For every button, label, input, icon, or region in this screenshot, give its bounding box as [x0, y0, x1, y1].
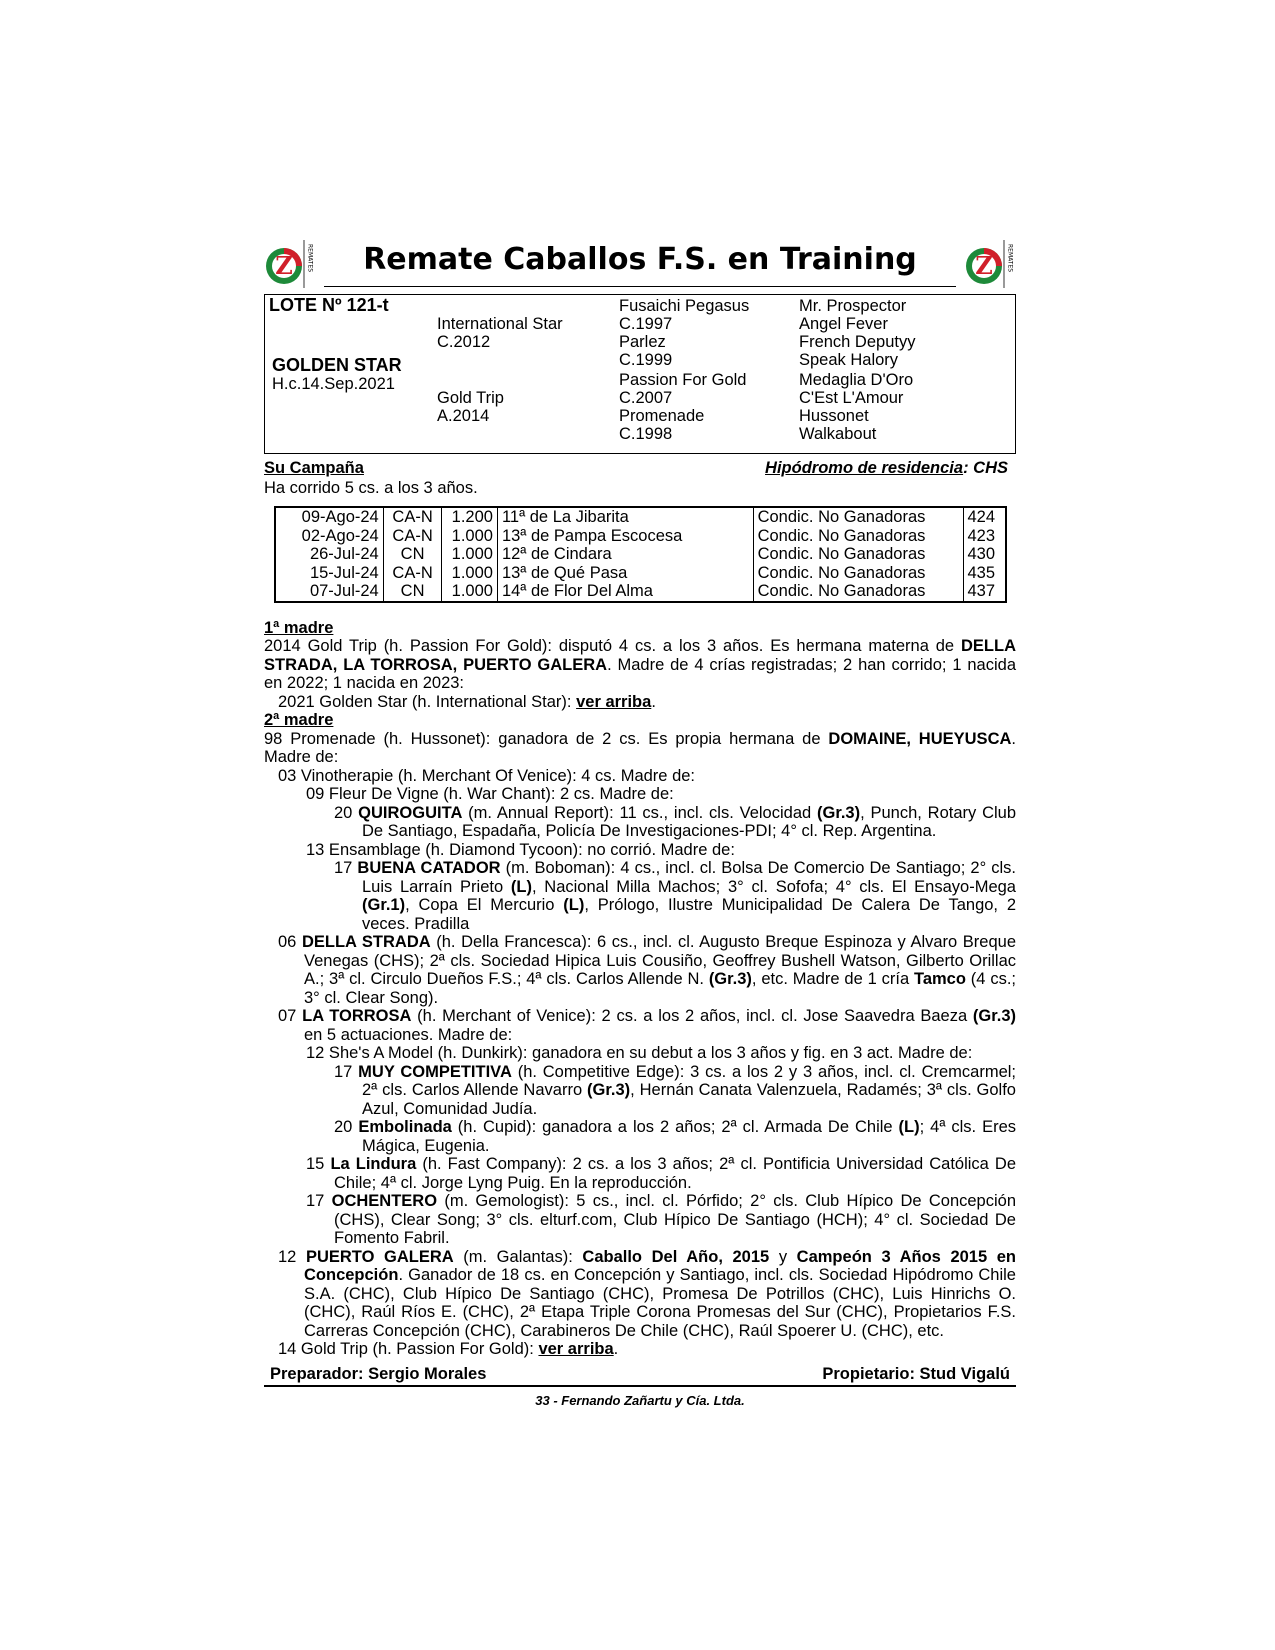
zanartu-logo-right — [964, 240, 1016, 288]
gen3-entry: C.1998 — [619, 425, 673, 443]
page-header — [264, 240, 1016, 288]
produce-la-torrosa: 07 LA TORROSA (h. Merchant of Venice): 2 cs. a los 2 años, incl. cl. Jose Saavedra Baeza (Gr.3) en 5 actuaciones. Madre de: — [278, 1007, 1017, 1044]
race-record-table — [274, 506, 1007, 603]
race-result: 13ª de Pampa Escocesa — [497, 527, 753, 546]
svg-text:REMATES: REMATES — [1006, 244, 1014, 273]
race-cond: Condic. No Ganadoras — [753, 507, 963, 527]
owner: Propietario: Stud Vigalú — [822, 1364, 1010, 1383]
race-row — [275, 582, 1006, 602]
produce-muy-competitiva: 17 MUY COMPETITIVA (h. Competitive Edge): 3 cs. a los 2 y 3 años, incl. cl. Cremcarmel; 2ª cls. Carlos Allende Navarro (Gr.3), Hernán Canata Valenzuela, Radamés; 3ª cls. Golfo Azul, Comunidad Judía. — [334, 1062, 1017, 1118]
race-track: CN — [383, 545, 442, 564]
horse-name: GOLDEN STAR — [272, 355, 402, 375]
gen4-entry: French Deputyy — [799, 333, 916, 351]
second-dam-heading: 2ª madre — [264, 711, 334, 729]
race-date: 15-Jul-24 — [275, 564, 383, 583]
produce-ensamblage: 13 Ensamblage (h. Diamond Tycoon): no corrió. Madre de: — [306, 840, 735, 859]
campaign-header — [264, 459, 1016, 479]
gen3-entry: C.1999 — [619, 351, 673, 369]
race-dist: 1.200 — [442, 507, 497, 527]
svg-text:Z: Z — [275, 251, 293, 280]
gen4-entry: Hussonet — [799, 407, 869, 425]
gen4-entry: Speak Halory — [799, 351, 899, 369]
sire-year: C.2012 — [437, 333, 491, 351]
race-result: 13ª de Qué Pasa — [497, 564, 753, 583]
svg-text:REMATES: REMATES — [306, 244, 314, 273]
race-dist: 1.000 — [442, 564, 497, 583]
second-dam-text: 98 Promenade (h. Hussonet): ganadora de 2 cs. Es propia hermana de DOMAINE, HUEYUSCA. Madre de: — [264, 729, 1016, 766]
race-date: 07-Jul-24 — [275, 582, 383, 602]
gen4-entry: C'Est L'Amour — [799, 389, 904, 407]
gen4-entry: Mr. Prospector — [799, 297, 907, 315]
produce-puerto-galera: 12 PUERTO GALERA (m. Galantas): Caballo Del Año, 2015 y Campeón 3 Años 2015 en Concepción. Ganador de 18 cs. en Concepción y Santiago, incl. cls. Sociedad Hipódromo Chile S.A. (CHC), Club Hípico De Santiago (CHC), Promesa De Potrillos (CHC), Luis Hinrichs O. (CHC), Raúl Ríos E. (CHC), 2ª Etapa Triple Corona Promesas del Sur (CHC), Propietarios F.S. Carreras Concepción (CHC), Carabineros De Chile (CHC), Raúl Spoerer U. (CHC), etc. — [278, 1247, 1017, 1340]
first-dam-produce: 2021 Golden Star (h. International Star): ver arriba. — [278, 692, 656, 711]
gen3-entry: Fusaichi Pegasus — [619, 297, 750, 315]
dam-year: A.2014 — [437, 407, 490, 425]
zanartu-logo-left — [264, 240, 316, 288]
first-dam-heading: 1ª madre — [264, 618, 334, 637]
race-date: 09-Ago-24 — [275, 507, 383, 527]
residence-track: Hipódromo de residencia: CHS — [765, 459, 1008, 477]
race-cond: Condic. No Ganadoras — [753, 545, 963, 564]
campaign-heading: Su Campaña — [264, 459, 364, 477]
produce-buena-catador: 17 BUENA CATADOR (m. Boboman): 4 cs., incl. cl. Bolsa De Comercio De Santiago; 2° cls. Luis Larraín Prieto (L), Nacional Milla Machos; 3° cl. Sofofa; 4° cls. El Ensayo-Mega (Gr.1), Copa El Mercurio (L), Prólogo, Ilustre Municipalidad De Calera De Tango, 2 veces. Pradilla — [334, 859, 1017, 933]
race-num: 423 — [963, 527, 1006, 546]
female-family — [264, 619, 1016, 1359]
produce-shes-a-model: 12 She's A Model (h. Dunkirk): ganadora en su debut a los 3 años y fig. en 3 act. Madre de: — [306, 1044, 973, 1062]
produce-vinotherapie: 03 Vinotherapie (h. Merchant Of Venice): 4 cs. Madre de: — [278, 766, 696, 785]
gen3-entry: Passion For Gold — [619, 371, 747, 389]
campaign-summary: Ha corrido 5 cs. a los 3 años. — [264, 479, 478, 497]
race-num: 435 — [963, 564, 1006, 583]
produce-fleur-de-vigne: 09 Fleur De Vigne (h. War Chant): 2 cs. Madre de: — [306, 785, 674, 803]
race-cond: Condic. No Ganadoras — [753, 527, 963, 546]
race-result: 14ª de Flor Del Alma — [497, 582, 753, 602]
race-row — [275, 564, 1006, 583]
produce-la-lindura: 15 La Lindura (h. Fast Company): 2 cs. a los 3 años; 2ª cl. Pontificia Universidad Católica De Chile; 4ª cl. Jorge Lyng Puig. En la reproducción. — [306, 1155, 1017, 1192]
race-date: 26-Jul-24 — [275, 545, 383, 564]
gen4-entry: Medaglia D'Oro — [799, 371, 914, 389]
first-dam-text: 2014 Gold Trip (h. Passion For Gold): disputó 4 cs. a los 3 años. Es hermana materna de DELLA STRADA, LA TORROSA, PUERTO GALERA. Madre de 4 crías registradas; 2 han corrido; 1 nacida en 2022; 1 nacida en 2023: — [264, 637, 1016, 692]
race-track: CA-N — [383, 507, 442, 527]
race-dist: 1.000 — [442, 527, 497, 546]
gen3-entry: Promenade — [619, 407, 705, 425]
race-cond: Condic. No Ganadoras — [753, 582, 963, 602]
page-footer — [264, 1363, 1016, 1387]
produce-gold-trip: 14 Gold Trip (h. Passion For Gold): ver arriba. — [278, 1340, 619, 1358]
race-dist: 1.000 — [442, 545, 497, 564]
produce-embolinada: 20 Embolinada (h. Cupid): ganadora a los 2 años; 2ª cl. Armada De Chile (L); 4ª cls. Eres Mágica, Eugenia. — [334, 1118, 1017, 1155]
pedigree-box — [264, 294, 1016, 454]
gen4-entry: Angel Fever — [799, 315, 888, 333]
gen4-entry: Walkabout — [799, 425, 877, 443]
race-row — [275, 527, 1006, 546]
race-result: 11ª de La Jibarita — [497, 507, 753, 527]
race-track: CA-N — [383, 527, 442, 546]
svg-text:Z: Z — [975, 251, 993, 280]
trainer: Preparador: Sergio Morales — [270, 1364, 487, 1383]
race-track: CN — [383, 582, 442, 602]
horse-info: H.c.14.Sep.2021 — [272, 375, 395, 393]
produce-ochentero: 17 OCHENTERO (m. Gemologist): 5 cs., incl. cl. Pórfido; 2° cls. Club Hípico De Concepción (CHS), Clear Song; 3° cls. elturf.com, Club Hípico De Santiago (HCH); 4° cl. Sociedad De Fomento Fabril. — [306, 1192, 1017, 1247]
catalog-page — [264, 240, 1016, 1408]
gen3-entry: Parlez — [619, 333, 666, 351]
race-row — [275, 507, 1006, 527]
race-num: 430 — [963, 545, 1006, 564]
race-num: 437 — [963, 582, 1006, 602]
page-title: Remate Caballos F.S. en Training — [324, 240, 956, 287]
gen3-entry: C.2007 — [619, 389, 673, 407]
dam-name: Gold Trip — [437, 389, 504, 407]
page-number: 33 - Fernando Zañartu y Cía. Ltda. — [535, 1392, 745, 1408]
race-dist: 1.000 — [442, 582, 497, 602]
sire-name: International Star — [437, 315, 563, 333]
gen3-entry: C.1997 — [619, 315, 673, 333]
race-result: 12ª de Cindara — [497, 545, 753, 564]
race-date: 02-Ago-24 — [275, 527, 383, 546]
lot-number: LOTE Nº 121-t — [269, 295, 389, 315]
produce-della-strada: 06 DELLA STRADA (h. Della Francesca): 6 cs., incl. cl. Augusto Breque Espinoza y Alvaro Breque Venegas (CHS); 2ª cls. Sociedad Hipica Luis Cousiño, Geoffrey Bushell Watson, Gilberto Orillac A.; 3ª cl. Circulo Dueños F.S.; 4ª cls. Carlos Allende N. (Gr.3), etc. Madre de 1 cría Tamco (4 cs.; 3° cl. Clear Song). — [278, 933, 1017, 1007]
produce-quiroguita: 20 QUIROGUITA (m. Annual Report): 11 cs., incl. cls. Velocidad (Gr.3), Punch, Rotary Club De Santiago, Espadaña, Policía De Investigaciones-PDI; 4° cl. Rep. Argentina. — [334, 803, 1016, 840]
race-cond: Condic. No Ganadoras — [753, 564, 963, 583]
race-track: CA-N — [383, 564, 442, 583]
race-num: 424 — [963, 507, 1006, 527]
race-row — [275, 545, 1006, 564]
